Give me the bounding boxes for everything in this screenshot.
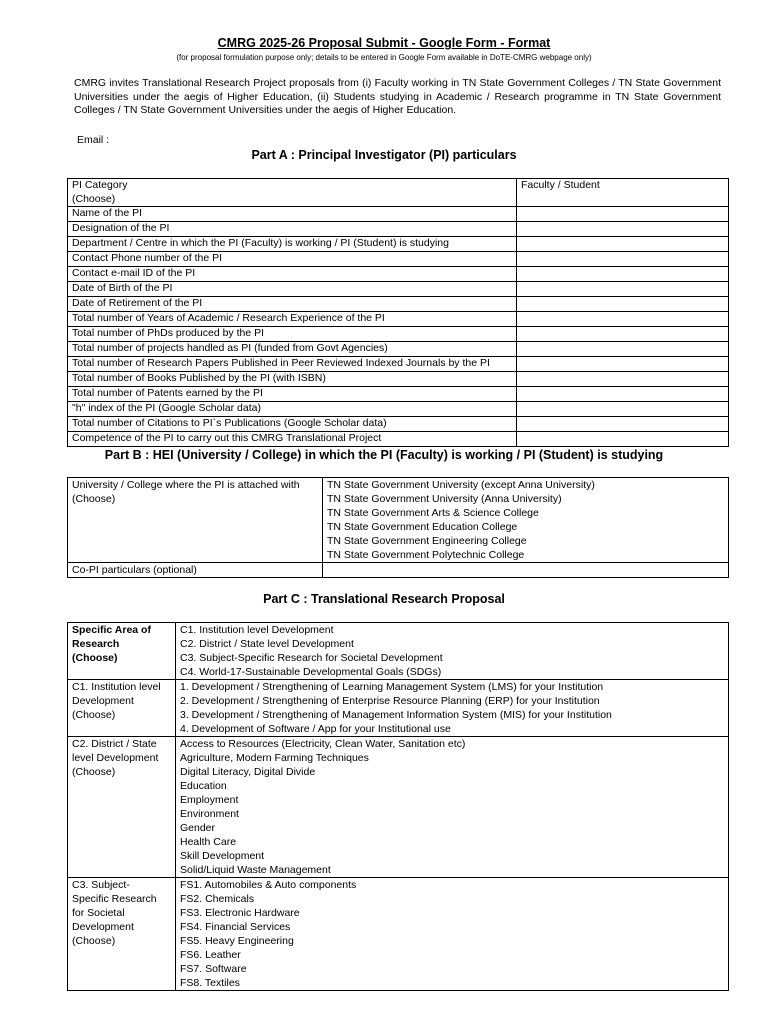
field-value-cell — [517, 282, 729, 297]
table-row — [68, 342, 729, 357]
pi-category-value-cell: Faculty / Student — [517, 179, 729, 207]
table-row — [68, 237, 729, 252]
field-label-cell: Total number of Research Papers Published in Peer Reviewed Indexed Journals by the PI — [68, 357, 517, 372]
field-value-cell — [517, 252, 729, 267]
field-label-cell: Total number of PhDs produced by the PI — [68, 327, 517, 342]
pi-category-label-cell — [68, 179, 517, 207]
co-pi-value-cell — [323, 563, 729, 578]
intro-paragraph: CMRG invites Translational Research Project proposals from (i) Faculty working in TN State Government Colleges / TN State Government Universities under the aegis of Higher Education, (ii) Students studying in Academic / Research programme in TN State Government Colleges / TN State Government Universities under the aegis of Higher Education. — [74, 77, 721, 116]
table-row — [68, 623, 729, 680]
area-label-line: level Development — [72, 752, 159, 764]
hei-option: TN State Government Education College — [327, 521, 518, 533]
hei-option: TN State Government Engineering College — [327, 535, 527, 547]
area-items-cell — [176, 878, 729, 991]
area-item: Agriculture, Modern Farming Techniques — [180, 752, 369, 764]
hei-option: TN State Government Polytechnic College — [327, 549, 525, 561]
page-subtitle: (for proposal formulation purpose only; details to be entered in Google Form available in DoTE-CMRG webpage only) — [176, 53, 592, 62]
area-label-line: Development — [72, 695, 134, 707]
area-label-line: (Choose) — [72, 709, 116, 721]
field-value-cell — [517, 297, 729, 312]
table-row — [68, 417, 729, 432]
area-label-line: C2. District / State — [72, 738, 157, 750]
area-item: 4. Development of Software / App for your Institutional use — [180, 723, 451, 735]
field-value-cell — [517, 327, 729, 342]
area-item: C1. Institution level Development — [180, 624, 334, 636]
page-title: CMRG 2025-26 Proposal Submit - Google Form - Format — [217, 36, 551, 50]
hei-option: TN State Government Arts & Science College — [327, 507, 539, 519]
pi-category-label-line: PI Category — [72, 179, 128, 191]
area-item: C3. Subject-Specific Research for Societal Development — [180, 652, 443, 664]
area-item: 2. Development / Strengthening of Enterprise Resource Planning (ERP) for your Institution — [180, 695, 600, 707]
area-label-line: Specific Area of — [72, 624, 151, 636]
field-value-cell — [517, 417, 729, 432]
table-row — [68, 207, 729, 222]
email-label: Email : — [77, 134, 110, 146]
area-item: FS8. Textiles — [180, 977, 240, 989]
area-item: FS5. Heavy Engineering — [180, 935, 294, 947]
area-item: FS4. Financial Services — [180, 921, 291, 933]
table-row — [68, 402, 729, 417]
area-label-cell — [68, 878, 176, 991]
area-item: 1. Development / Strengthening of Learning Management System (LMS) for your Institution — [180, 681, 604, 693]
area-items-cell — [176, 680, 729, 737]
field-value-cell — [517, 207, 729, 222]
part-c-table — [67, 622, 729, 991]
table-row — [68, 878, 729, 991]
part-b-heading: Part B : HEI (University / College) in which the PI (Faculty) is working / PI (Student) is studying — [104, 448, 664, 462]
area-item: Employment — [180, 794, 239, 806]
field-label-cell: Total number of Books Published by the PI (with ISBN) — [68, 372, 517, 387]
field-label-cell: "h" index of the PI (Google Scholar data) — [68, 402, 517, 417]
field-value-cell — [517, 312, 729, 327]
field-value-cell — [517, 432, 729, 447]
field-value-cell — [517, 402, 729, 417]
table-row — [68, 267, 729, 282]
table-row — [68, 387, 729, 402]
area-label-cell — [68, 680, 176, 737]
field-label-cell: Total number of Citations to PI`s Publications (Google Scholar data) — [68, 417, 517, 432]
hei-options-cell — [323, 478, 729, 563]
field-label-cell: Total number of projects handled as PI (funded from Govt Agencies) — [68, 342, 517, 357]
table-row — [68, 372, 729, 387]
part-a-table — [67, 178, 729, 447]
field-value-cell — [517, 372, 729, 387]
area-label-line: C1. Institution level — [72, 681, 161, 693]
area-item: FS2. Chemicals — [180, 893, 255, 905]
area-label-cell — [68, 623, 176, 680]
hei-label-line: (Choose) — [72, 493, 116, 505]
table-row — [68, 179, 729, 207]
area-label-line: (Choose) — [72, 766, 116, 778]
area-item: Solid/Liquid Waste Management — [180, 864, 331, 876]
area-item: Health Care — [180, 836, 237, 848]
hei-option: TN State Government University (except Anna University) — [327, 479, 595, 491]
area-item: C2. District / State level Development — [180, 638, 354, 650]
table-row — [68, 297, 729, 312]
field-label-cell: Total number of Patents earned by the PI — [68, 387, 517, 402]
table-row — [68, 357, 729, 372]
area-label-line: Specific Research — [72, 893, 157, 905]
area-item: C4. World-17-Sustainable Developmental Goals (SDGs) — [180, 666, 442, 678]
table-row — [68, 563, 729, 578]
area-item: FS1. Automobiles & Auto components — [180, 879, 357, 891]
field-label-cell: Date of Birth of the PI — [68, 282, 517, 297]
area-label-line: (Choose) — [72, 652, 118, 664]
field-label-cell: Designation of the PI — [68, 222, 517, 237]
table-row — [68, 312, 729, 327]
field-value-cell — [517, 222, 729, 237]
pi-category-label-line: (Choose) — [72, 192, 116, 205]
field-value-cell — [517, 342, 729, 357]
table-row — [68, 432, 729, 447]
field-label-cell: Date of Retirement of the PI — [68, 297, 517, 312]
field-label-cell: Name of the PI — [68, 207, 517, 222]
part-b-table — [67, 477, 729, 578]
field-value-cell — [517, 387, 729, 402]
area-label-line: Development — [72, 921, 134, 933]
co-pi-label-cell: Co-PI particulars (optional) — [68, 563, 323, 578]
table-row — [68, 222, 729, 237]
field-label-cell: Contact e-mail ID of the PI — [68, 267, 517, 282]
area-item: Access to Resources (Electricity, Clean Water, Sanitation etc) — [180, 738, 466, 750]
part-a-heading: Part A : Principal Investigator (PI) particulars — [251, 148, 517, 162]
field-label-cell: Competence of the PI to carry out this CMRG Translational Project — [68, 432, 517, 447]
area-item: Digital Literacy, Digital Divide — [180, 766, 316, 778]
table-row — [68, 327, 729, 342]
area-item: 3. Development / Strengthening of Management Information System (MIS) for your Institution — [180, 709, 612, 721]
area-item: Education — [180, 780, 227, 792]
area-label-line: Research — [72, 638, 120, 650]
table-row — [68, 282, 729, 297]
area-item: Skill Development — [180, 850, 265, 862]
area-label-cell — [68, 737, 176, 878]
field-value-cell — [517, 267, 729, 282]
field-label-cell: Department / Centre in which the PI (Faculty) is working / PI (Student) is studying — [68, 237, 517, 252]
area-item: FS3. Electronic Hardware — [180, 907, 300, 919]
area-item: FS7. Software — [180, 963, 247, 975]
field-label-cell: Total number of Years of Academic / Research Experience of the PI — [68, 312, 517, 327]
area-item: Environment — [180, 808, 239, 820]
area-label-line: (Choose) — [72, 935, 116, 947]
area-label-line: for Societal — [72, 907, 125, 919]
table-row — [68, 478, 729, 563]
area-item: Gender — [180, 822, 216, 834]
area-label-line: C3. Subject- — [72, 879, 130, 891]
area-items-cell — [176, 623, 729, 680]
field-value-cell — [517, 237, 729, 252]
hei-label-line: University / College where the PI is attached with — [72, 479, 300, 491]
area-item: FS6. Leather — [180, 949, 241, 961]
field-label-cell: Contact Phone number of the PI — [68, 252, 517, 267]
hei-label-cell — [68, 478, 323, 563]
field-value-cell — [517, 357, 729, 372]
area-items-cell — [176, 737, 729, 878]
hei-option: TN State Government University (Anna University) — [327, 493, 562, 505]
table-row — [68, 252, 729, 267]
part-c-heading: Part C : Translational Research Proposal — [263, 592, 505, 606]
table-row — [68, 680, 729, 737]
table-row — [68, 737, 729, 878]
